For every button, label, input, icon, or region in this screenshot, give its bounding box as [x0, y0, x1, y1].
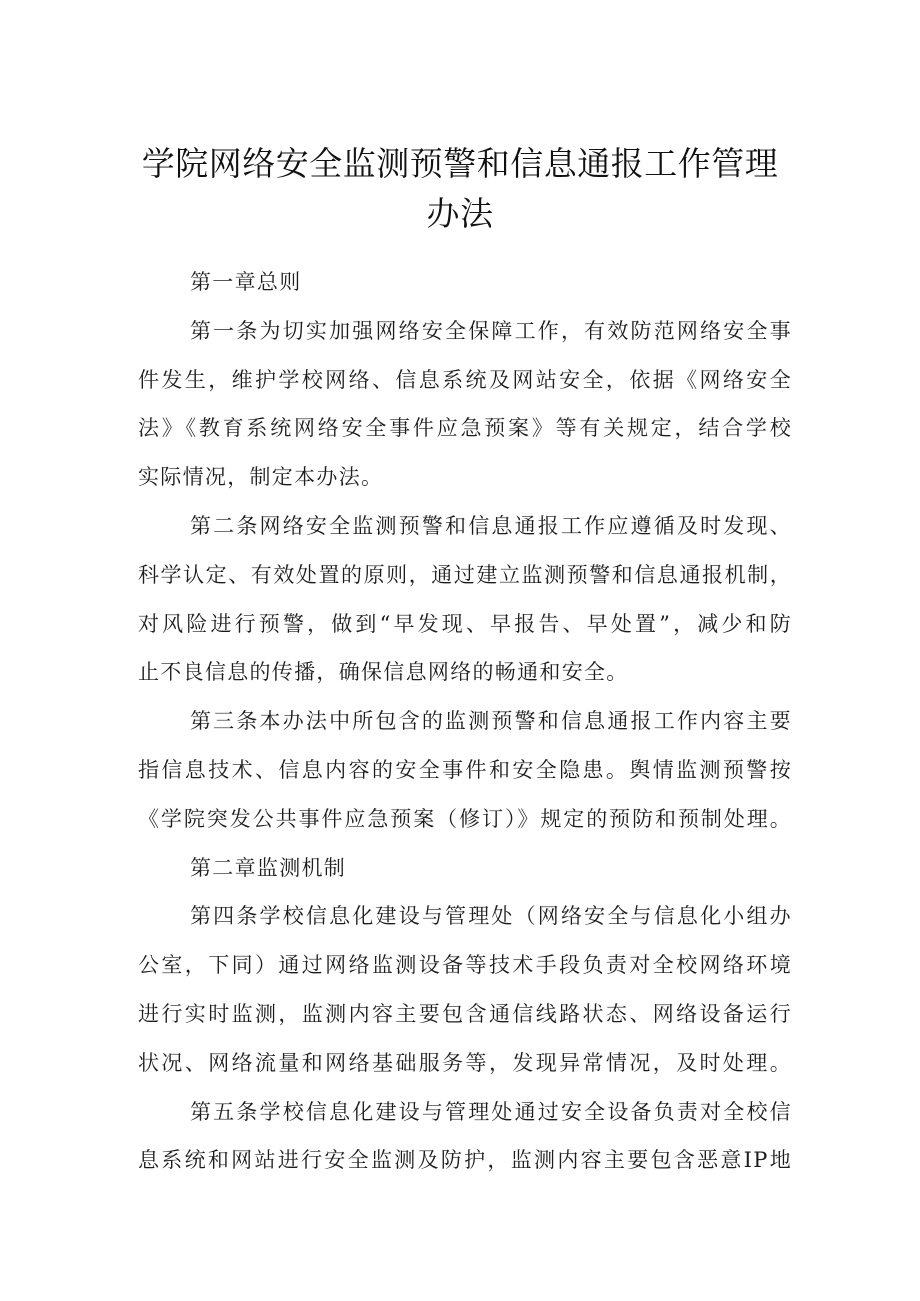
paragraph-line: 公室，下同）通过网络监测设备等技术手段负责对全校网络环境 — [138, 953, 792, 978]
paragraph-line: 件发生，维护学校网络、信息系统及网站安全，依据《网络安全 — [138, 367, 792, 392]
paragraph-line: 指信息技术、信息内容的安全事件和安全隐患。舆情监测预警按 — [138, 757, 792, 782]
paragraph-line: 第四条学校信息化建设与管理处（网络安全与信息化小组办 — [190, 904, 792, 929]
paragraph-line: 科学认定、有效处置的原则，通过建立监测预警和信息通报机制， — [138, 562, 792, 587]
chapter-heading: 第二章监测机制 — [190, 855, 347, 880]
chapter-heading: 第一章总则 — [190, 270, 302, 294]
paragraph-line: 对风险进行预警，做到“早发现、早报告、早处置”，减少和防 — [138, 611, 792, 636]
paragraph-line: 状况、网络流量和网络基础服务等，发现异常情况，及时处理。 — [138, 1050, 792, 1075]
paragraph-line: 第一条为切实加强网络安全保障工作，有效防范网络安全事 — [190, 318, 792, 343]
document-title-line-2: 办法 — [426, 194, 494, 233]
paragraph-line: 第五条学校信息化建设与管理处通过安全设备负责对全校信 — [190, 1099, 792, 1124]
document-body — [138, 258, 792, 1185]
paragraph-line: 法》《教育系统网络安全事件应急预案》等有关规定，结合学校 — [138, 416, 792, 441]
paragraph-line: 《学院突发公共事件应急预案（修订）》规定的预防和预制处理。 — [138, 806, 792, 831]
paragraph-line: 息系统和网站进行安全监测及防护，监测内容主要包含恶意IP地 — [138, 1148, 792, 1173]
paragraph-line: 实际情况，制定本办法。 — [138, 465, 384, 490]
paragraph-line: 第三条本办法中所包含的监测预警和信息通报工作内容主要 — [190, 709, 792, 734]
paragraph-line: 进行实时监测，监测内容主要包含通信线路状态、网络设备运行 — [138, 1001, 792, 1026]
paragraph-line: 止不良信息的传播，确保信息网络的畅通和安全。 — [138, 660, 629, 685]
paragraph-line: 第二条网络安全监测预警和信息通报工作应遵循及时发现、 — [190, 513, 792, 538]
document-title-line-1: 学院网络安全监测预警和信息通报工作管理 — [141, 144, 779, 183]
